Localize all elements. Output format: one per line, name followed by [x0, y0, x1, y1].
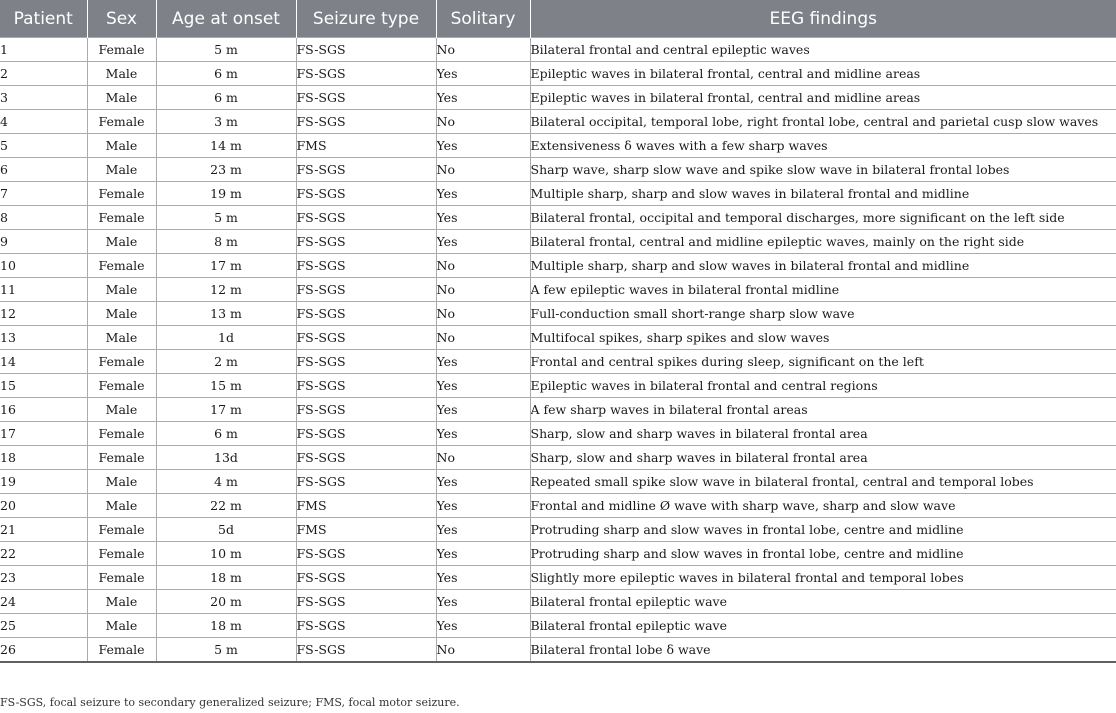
cell-age-at-onset: 22 m	[156, 494, 296, 518]
cell-seizure-type: FMS	[296, 494, 436, 518]
cell-solitary: Yes	[436, 566, 530, 590]
cell-eeg-findings: Multifocal spikes, sharp spikes and slow waves	[530, 326, 1116, 350]
cell-sex: Female	[87, 206, 156, 230]
cell-sex: Male	[87, 62, 156, 86]
cell-age-at-onset: 1d	[156, 326, 296, 350]
cell-seizure-type: FMS	[296, 518, 436, 542]
cell-solitary: Yes	[436, 542, 530, 566]
cell-eeg-findings: Bilateral frontal, central and midline epileptic waves, mainly on the right side	[530, 230, 1116, 254]
cell-age-at-onset: 15 m	[156, 374, 296, 398]
cell-eeg-findings: Epileptic waves in bilateral frontal, central and midline areas	[530, 86, 1116, 110]
cell-sex: Female	[87, 374, 156, 398]
cell-seizure-type: FS-SGS	[296, 278, 436, 302]
cell-eeg-findings: Repeated small spike slow wave in bilateral frontal, central and temporal lobes	[530, 470, 1116, 494]
cell-patient: 13	[0, 326, 87, 350]
table-row	[0, 374, 1116, 398]
cell-eeg-findings: Slightly more epileptic waves in bilateral frontal and temporal lobes	[530, 566, 1116, 590]
cell-solitary: Yes	[436, 494, 530, 518]
cell-eeg-findings: Protruding sharp and slow waves in frontal lobe, centre and midline	[530, 542, 1116, 566]
cell-seizure-type: FS-SGS	[296, 110, 436, 134]
cell-seizure-type: FS-SGS	[296, 542, 436, 566]
header-seizure-type: Seizure type	[296, 0, 436, 38]
cell-patient: 3	[0, 86, 87, 110]
cell-seizure-type: FS-SGS	[296, 158, 436, 182]
cell-solitary: No	[436, 302, 530, 326]
cell-sex: Male	[87, 158, 156, 182]
cell-solitary: Yes	[436, 230, 530, 254]
cell-solitary: Yes	[436, 590, 530, 614]
cell-eeg-findings: Bilateral frontal and central epileptic waves	[530, 38, 1116, 62]
cell-sex: Female	[87, 110, 156, 134]
cell-patient: 4	[0, 110, 87, 134]
cell-solitary: No	[436, 638, 530, 663]
table-row	[0, 470, 1116, 494]
cell-solitary: Yes	[436, 350, 530, 374]
cell-patient: 26	[0, 638, 87, 663]
cell-seizure-type: FS-SGS	[296, 446, 436, 470]
cell-age-at-onset: 19 m	[156, 182, 296, 206]
cell-eeg-findings: Frontal and central spikes during sleep, significant on the left	[530, 350, 1116, 374]
cell-solitary: Yes	[436, 470, 530, 494]
table-row	[0, 518, 1116, 542]
cell-patient: 11	[0, 278, 87, 302]
table-row	[0, 62, 1116, 86]
cell-patient: 22	[0, 542, 87, 566]
cell-patient: 16	[0, 398, 87, 422]
table-row	[0, 182, 1116, 206]
cell-age-at-onset: 20 m	[156, 590, 296, 614]
table-row	[0, 398, 1116, 422]
cell-solitary: Yes	[436, 374, 530, 398]
cell-solitary: No	[436, 326, 530, 350]
cell-age-at-onset: 6 m	[156, 62, 296, 86]
cell-age-at-onset: 13 m	[156, 302, 296, 326]
cell-sex: Male	[87, 86, 156, 110]
cell-solitary: No	[436, 278, 530, 302]
cell-seizure-type: FS-SGS	[296, 254, 436, 278]
cell-seizure-type: FS-SGS	[296, 182, 436, 206]
cell-eeg-findings: Extensiveness δ waves with a few sharp waves	[530, 134, 1116, 158]
cell-eeg-findings: Full-conduction small short-range sharp slow wave	[530, 302, 1116, 326]
cell-solitary: Yes	[436, 62, 530, 86]
cell-patient: 9	[0, 230, 87, 254]
cell-sex: Female	[87, 566, 156, 590]
cell-eeg-findings: Epileptic waves in bilateral frontal and central regions	[530, 374, 1116, 398]
header-solitary: Solitary	[436, 0, 530, 38]
cell-seizure-type: FS-SGS	[296, 62, 436, 86]
cell-patient: 5	[0, 134, 87, 158]
cell-seizure-type: FS-SGS	[296, 422, 436, 446]
header-sex: Sex	[87, 0, 156, 38]
table-row	[0, 494, 1116, 518]
cell-age-at-onset: 5 m	[156, 638, 296, 663]
cell-sex: Female	[87, 518, 156, 542]
table-row	[0, 278, 1116, 302]
table-row	[0, 590, 1116, 614]
cell-solitary: No	[436, 446, 530, 470]
cell-patient: 12	[0, 302, 87, 326]
cell-solitary: No	[436, 158, 530, 182]
table-row	[0, 110, 1116, 134]
table-row	[0, 206, 1116, 230]
cell-patient: 25	[0, 614, 87, 638]
cell-patient: 23	[0, 566, 87, 590]
cell-age-at-onset: 4 m	[156, 470, 296, 494]
cell-age-at-onset: 13d	[156, 446, 296, 470]
cell-eeg-findings: Bilateral frontal, occipital and temporal discharges, more significant on the left side	[530, 206, 1116, 230]
cell-sex: Male	[87, 614, 156, 638]
cell-seizure-type: FS-SGS	[296, 302, 436, 326]
cell-seizure-type: FS-SGS	[296, 590, 436, 614]
cell-solitary: Yes	[436, 614, 530, 638]
cell-eeg-findings: Sharp, slow and sharp waves in bilateral frontal area	[530, 422, 1116, 446]
header-eeg-findings: EEG findings	[530, 0, 1116, 38]
cell-patient: 6	[0, 158, 87, 182]
cell-age-at-onset: 5d	[156, 518, 296, 542]
table-row	[0, 302, 1116, 326]
cell-solitary: Yes	[436, 398, 530, 422]
cell-seizure-type: FS-SGS	[296, 398, 436, 422]
cell-sex: Female	[87, 446, 156, 470]
table-body	[0, 38, 1116, 663]
cell-seizure-type: FS-SGS	[296, 614, 436, 638]
table-row	[0, 38, 1116, 62]
cell-age-at-onset: 3 m	[156, 110, 296, 134]
cell-solitary: No	[436, 38, 530, 62]
cell-eeg-findings: Bilateral frontal lobe δ wave	[530, 638, 1116, 663]
cell-solitary: No	[436, 254, 530, 278]
cell-seizure-type: FS-SGS	[296, 86, 436, 110]
cell-seizure-type: FMS	[296, 134, 436, 158]
header-age-at-onset: Age at onset	[156, 0, 296, 38]
table-row	[0, 614, 1116, 638]
cell-patient: 21	[0, 518, 87, 542]
cell-age-at-onset: 23 m	[156, 158, 296, 182]
table-row	[0, 350, 1116, 374]
cell-solitary: Yes	[436, 182, 530, 206]
cell-sex: Female	[87, 350, 156, 374]
table-row	[0, 158, 1116, 182]
cell-seizure-type: FS-SGS	[296, 566, 436, 590]
cell-patient: 18	[0, 446, 87, 470]
cell-seizure-type: FS-SGS	[296, 38, 436, 62]
table-footnote: FS-SGS, focal seizure to secondary generalized seizure; FMS, focal motor seizure.	[0, 696, 460, 709]
cell-sex: Male	[87, 398, 156, 422]
cell-sex: Female	[87, 422, 156, 446]
cell-sex: Female	[87, 254, 156, 278]
table-row	[0, 326, 1116, 350]
table-row	[0, 422, 1116, 446]
cell-age-at-onset: 5 m	[156, 38, 296, 62]
cell-sex: Male	[87, 134, 156, 158]
cell-eeg-findings: Frontal and midline Ø wave with sharp wave, sharp and slow wave	[530, 494, 1116, 518]
cell-patient: 1	[0, 38, 87, 62]
cell-solitary: Yes	[436, 134, 530, 158]
table-row	[0, 566, 1116, 590]
cell-sex: Female	[87, 542, 156, 566]
cell-sex: Male	[87, 278, 156, 302]
cell-eeg-findings: Sharp, slow and sharp waves in bilateral frontal area	[530, 446, 1116, 470]
cell-patient: 15	[0, 374, 87, 398]
cell-patient: 2	[0, 62, 87, 86]
cell-eeg-findings: A few epileptic waves in bilateral frontal midline	[530, 278, 1116, 302]
cell-solitary: Yes	[436, 422, 530, 446]
cell-eeg-findings: Protruding sharp and slow waves in frontal lobe, centre and midline	[530, 518, 1116, 542]
cell-age-at-onset: 14 m	[156, 134, 296, 158]
cell-patient: 20	[0, 494, 87, 518]
cell-eeg-findings: Multiple sharp, sharp and slow waves in bilateral frontal and midline	[530, 254, 1116, 278]
cell-age-at-onset: 12 m	[156, 278, 296, 302]
cell-sex: Male	[87, 230, 156, 254]
cell-patient: 7	[0, 182, 87, 206]
cell-seizure-type: FS-SGS	[296, 638, 436, 663]
cell-patient: 19	[0, 470, 87, 494]
table-row	[0, 230, 1116, 254]
table-row	[0, 86, 1116, 110]
table-row	[0, 446, 1116, 470]
cell-patient: 17	[0, 422, 87, 446]
cell-seizure-type: FS-SGS	[296, 326, 436, 350]
cell-sex: Female	[87, 38, 156, 62]
cell-age-at-onset: 6 m	[156, 86, 296, 110]
cell-sex: Female	[87, 638, 156, 663]
table-row	[0, 134, 1116, 158]
cell-age-at-onset: 17 m	[156, 254, 296, 278]
table-row	[0, 638, 1116, 663]
cell-sex: Male	[87, 326, 156, 350]
cell-age-at-onset: 2 m	[156, 350, 296, 374]
cell-seizure-type: FS-SGS	[296, 230, 436, 254]
cell-sex: Male	[87, 470, 156, 494]
cell-eeg-findings: Sharp wave, sharp slow wave and spike slow wave in bilateral frontal lobes	[530, 158, 1116, 182]
cell-sex: Male	[87, 302, 156, 326]
header-patient: Patient	[0, 0, 87, 38]
cell-age-at-onset: 18 m	[156, 566, 296, 590]
cell-age-at-onset: 10 m	[156, 542, 296, 566]
cell-age-at-onset: 8 m	[156, 230, 296, 254]
cell-eeg-findings: A few sharp waves in bilateral frontal areas	[530, 398, 1116, 422]
table-row	[0, 542, 1116, 566]
cell-eeg-findings: Bilateral frontal epileptic wave	[530, 614, 1116, 638]
cell-sex: Female	[87, 182, 156, 206]
cell-eeg-findings: Bilateral frontal epileptic wave	[530, 590, 1116, 614]
cell-solitary: Yes	[436, 86, 530, 110]
cell-patient: 14	[0, 350, 87, 374]
cell-patient: 8	[0, 206, 87, 230]
cell-patient: 10	[0, 254, 87, 278]
cell-seizure-type: FS-SGS	[296, 350, 436, 374]
cell-solitary: Yes	[436, 518, 530, 542]
cell-seizure-type: FS-SGS	[296, 206, 436, 230]
cell-age-at-onset: 5 m	[156, 206, 296, 230]
cell-eeg-findings: Bilateral occipital, temporal lobe, right frontal lobe, central and parietal cusp slow waves	[530, 110, 1116, 134]
cell-seizure-type: FS-SGS	[296, 470, 436, 494]
cell-solitary: Yes	[436, 206, 530, 230]
cell-eeg-findings: Epileptic waves in bilateral frontal, central and midline areas	[530, 62, 1116, 86]
table-header	[0, 0, 1116, 38]
cell-eeg-findings: Multiple sharp, sharp and slow waves in bilateral frontal and midline	[530, 182, 1116, 206]
cell-solitary: No	[436, 110, 530, 134]
cell-seizure-type: FS-SGS	[296, 374, 436, 398]
cell-age-at-onset: 18 m	[156, 614, 296, 638]
cell-sex: Male	[87, 590, 156, 614]
cell-patient: 24	[0, 590, 87, 614]
cell-age-at-onset: 6 m	[156, 422, 296, 446]
cell-sex: Male	[87, 494, 156, 518]
cell-age-at-onset: 17 m	[156, 398, 296, 422]
table-row	[0, 254, 1116, 278]
header-row	[0, 0, 1116, 38]
